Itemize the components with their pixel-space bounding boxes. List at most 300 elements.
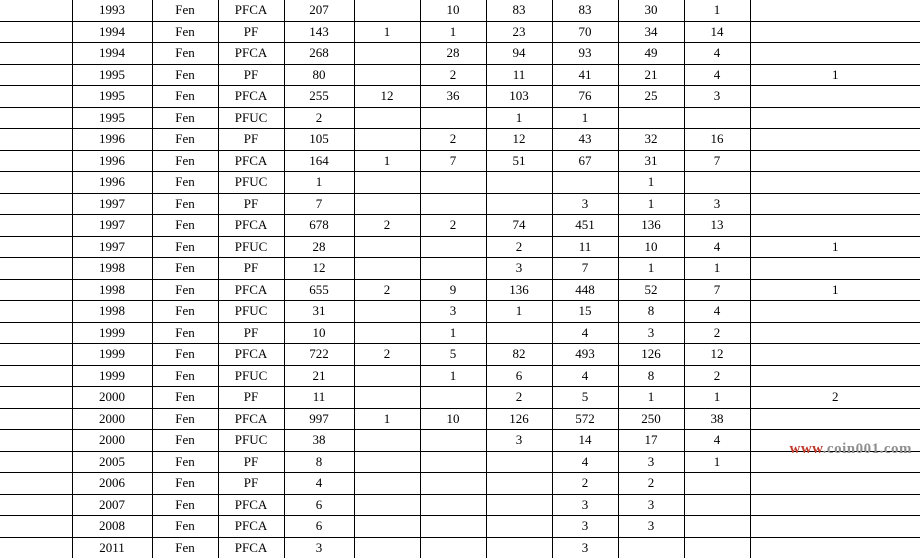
- cell-mint: Fen: [152, 236, 218, 258]
- cell-spacer_left: [0, 21, 72, 43]
- cell-total: 21: [284, 365, 354, 387]
- cell-g1: [354, 193, 420, 215]
- cell-g2: 7: [420, 150, 486, 172]
- cell-g2: [420, 193, 486, 215]
- cell-spacer_left: [0, 129, 72, 151]
- cell-spacer_left: [0, 279, 72, 301]
- cell-g5: 49: [618, 43, 684, 65]
- cell-g1: [354, 129, 420, 151]
- cell-g6: 2: [684, 365, 750, 387]
- cell-total: 105: [284, 129, 354, 151]
- cell-mint: Fen: [152, 279, 218, 301]
- cell-g4: [552, 172, 618, 194]
- cell-year: 2000: [72, 430, 152, 452]
- cell-year: 1997: [72, 215, 152, 237]
- cell-mint: Fen: [152, 473, 218, 495]
- cell-g3: 82: [486, 344, 552, 366]
- cell-g3: 94: [486, 43, 552, 65]
- table-row: [0, 301, 920, 323]
- cell-g2: 9: [420, 279, 486, 301]
- cell-total: 2: [284, 107, 354, 129]
- cell-year: 2000: [72, 387, 152, 409]
- cell-total: 678: [284, 215, 354, 237]
- cell-spacer_left: [0, 430, 72, 452]
- cell-g3: 136: [486, 279, 552, 301]
- cell-mint: Fen: [152, 129, 218, 151]
- cell-g2: 1: [420, 21, 486, 43]
- cell-g6: 12: [684, 344, 750, 366]
- cell-g5: 3: [618, 322, 684, 344]
- cell-g4: 11: [552, 236, 618, 258]
- cell-spacer_right: [750, 537, 920, 558]
- cell-g3: 83: [486, 0, 552, 21]
- cell-g4: 43: [552, 129, 618, 151]
- cell-spacer_right: [750, 172, 920, 194]
- cell-total: 207: [284, 0, 354, 21]
- cell-spacer_right: [750, 193, 920, 215]
- cell-g4: 76: [552, 86, 618, 108]
- cell-g5: 126: [618, 344, 684, 366]
- cell-total: 268: [284, 43, 354, 65]
- table-row: [0, 107, 920, 129]
- cell-spacer_right: [750, 150, 920, 172]
- cell-spacer_right: [750, 451, 920, 473]
- cell-g4: 572: [552, 408, 618, 430]
- cell-g6: 1: [684, 0, 750, 21]
- table-row: [0, 21, 920, 43]
- table-row: [0, 150, 920, 172]
- table-row: [0, 129, 920, 151]
- cell-g3: 1: [486, 107, 552, 129]
- table-row: [0, 43, 920, 65]
- cell-g1: [354, 387, 420, 409]
- cell-spacer_right: [750, 86, 920, 108]
- cell-g4: 15: [552, 301, 618, 323]
- cell-spacer_left: [0, 258, 72, 280]
- cell-g5: 1: [618, 387, 684, 409]
- cell-spacer_right: [750, 344, 920, 366]
- cell-g1: [354, 322, 420, 344]
- cell-year: 1998: [72, 258, 152, 280]
- watermark-suffix: .coin001.com: [822, 441, 912, 457]
- table-row: [0, 473, 920, 495]
- cell-total: 80: [284, 64, 354, 86]
- cell-year: 1994: [72, 43, 152, 65]
- cell-g2: [420, 516, 486, 538]
- cell-type: PFCA: [218, 516, 284, 538]
- cell-g1: 12: [354, 86, 420, 108]
- cell-spacer_right: [750, 430, 920, 452]
- cell-total: 10: [284, 322, 354, 344]
- cell-g4: 4: [552, 451, 618, 473]
- cell-g6: [684, 537, 750, 558]
- cell-total: 6: [284, 516, 354, 538]
- cell-g2: [420, 107, 486, 129]
- cell-total: 8: [284, 451, 354, 473]
- cell-spacer_left: [0, 215, 72, 237]
- cell-g5: 3: [618, 516, 684, 538]
- cell-g6: 2: [684, 322, 750, 344]
- cell-year: 2000: [72, 408, 152, 430]
- cell-spacer_right: [750, 322, 920, 344]
- cell-g1: [354, 451, 420, 473]
- cell-spacer_left: [0, 86, 72, 108]
- cell-g6: 16: [684, 129, 750, 151]
- cell-year: 1999: [72, 365, 152, 387]
- cell-spacer_left: [0, 64, 72, 86]
- cell-spacer_left: [0, 451, 72, 473]
- cell-mint: Fen: [152, 86, 218, 108]
- cell-g1: [354, 107, 420, 129]
- cell-mint: Fen: [152, 193, 218, 215]
- table-row: [0, 408, 920, 430]
- cell-spacer_right: [750, 494, 920, 516]
- cell-g3: [486, 473, 552, 495]
- cell-spacer_left: [0, 537, 72, 558]
- cell-g5: 31: [618, 150, 684, 172]
- cell-g3: 126: [486, 408, 552, 430]
- cell-total: 28: [284, 236, 354, 258]
- cell-g4: 83: [552, 0, 618, 21]
- cell-g6: 14: [684, 21, 750, 43]
- cell-spacer_left: [0, 322, 72, 344]
- cell-g1: [354, 258, 420, 280]
- cell-g6: [684, 172, 750, 194]
- cell-g2: [420, 473, 486, 495]
- table-row: [0, 258, 920, 280]
- cell-g5: [618, 537, 684, 558]
- cell-year: 1993: [72, 0, 152, 21]
- cell-g4: 3: [552, 193, 618, 215]
- cell-spacer_right: 1: [750, 64, 920, 86]
- cell-total: 143: [284, 21, 354, 43]
- cell-g3: 103: [486, 86, 552, 108]
- cell-type: PFUC: [218, 107, 284, 129]
- cell-mint: Fen: [152, 21, 218, 43]
- cell-g4: 2: [552, 473, 618, 495]
- cell-g5: 21: [618, 64, 684, 86]
- cell-total: 655: [284, 279, 354, 301]
- cell-spacer_right: [750, 301, 920, 323]
- cell-year: 1995: [72, 64, 152, 86]
- cell-year: 2005: [72, 451, 152, 473]
- cell-g1: [354, 301, 420, 323]
- cell-type: PF: [218, 193, 284, 215]
- cell-year: 1996: [72, 150, 152, 172]
- cell-g1: 2: [354, 215, 420, 237]
- cell-g2: 10: [420, 0, 486, 21]
- cell-g2: 28: [420, 43, 486, 65]
- cell-mint: Fen: [152, 0, 218, 21]
- cell-g6: 38: [684, 408, 750, 430]
- cell-type: PFUC: [218, 365, 284, 387]
- cell-type: PFCA: [218, 150, 284, 172]
- cell-g5: 2: [618, 473, 684, 495]
- cell-g3: [486, 193, 552, 215]
- cell-g1: 2: [354, 279, 420, 301]
- cell-total: 255: [284, 86, 354, 108]
- cell-g6: 4: [684, 43, 750, 65]
- cell-g4: 70: [552, 21, 618, 43]
- cell-g6: 4: [684, 301, 750, 323]
- cell-g4: 493: [552, 344, 618, 366]
- cell-spacer_right: 1: [750, 279, 920, 301]
- cell-g6: [684, 107, 750, 129]
- cell-year: 2008: [72, 516, 152, 538]
- cell-g1: [354, 494, 420, 516]
- cell-g3: 51: [486, 150, 552, 172]
- table-row: [0, 387, 920, 409]
- cell-g2: [420, 258, 486, 280]
- cell-spacer_left: [0, 150, 72, 172]
- cell-mint: Fen: [152, 451, 218, 473]
- cell-spacer_right: [750, 43, 920, 65]
- cell-g5: 10: [618, 236, 684, 258]
- cell-g3: 74: [486, 215, 552, 237]
- cell-g5: 250: [618, 408, 684, 430]
- cell-type: PFUC: [218, 430, 284, 452]
- cell-spacer_left: [0, 107, 72, 129]
- cell-g3: 2: [486, 236, 552, 258]
- cell-g3: [486, 537, 552, 558]
- cell-mint: Fen: [152, 537, 218, 558]
- cell-year: 1997: [72, 236, 152, 258]
- cell-type: PF: [218, 451, 284, 473]
- cell-g2: 2: [420, 215, 486, 237]
- cell-g4: 448: [552, 279, 618, 301]
- cell-year: 1994: [72, 21, 152, 43]
- cell-type: PF: [218, 387, 284, 409]
- cell-g1: [354, 430, 420, 452]
- cell-g5: 52: [618, 279, 684, 301]
- table-row: [0, 322, 920, 344]
- cell-g6: 7: [684, 279, 750, 301]
- cell-type: PF: [218, 322, 284, 344]
- cell-spacer_right: [750, 473, 920, 495]
- cell-type: PFCA: [218, 408, 284, 430]
- cell-type: PF: [218, 21, 284, 43]
- cell-g4: 93: [552, 43, 618, 65]
- cell-g4: 3: [552, 537, 618, 558]
- table-row: [0, 193, 920, 215]
- cell-spacer_right: [750, 21, 920, 43]
- cell-g3: [486, 494, 552, 516]
- cell-g4: 4: [552, 365, 618, 387]
- table-row: [0, 516, 920, 538]
- cell-total: 7: [284, 193, 354, 215]
- cell-g2: 1: [420, 365, 486, 387]
- cell-g2: [420, 494, 486, 516]
- cell-g6: 1: [684, 451, 750, 473]
- cell-spacer_left: [0, 387, 72, 409]
- table-row: [0, 279, 920, 301]
- table-row: [0, 215, 920, 237]
- cell-g3: 12: [486, 129, 552, 151]
- cell-g6: 1: [684, 258, 750, 280]
- cell-g2: [420, 387, 486, 409]
- cell-g3: 23: [486, 21, 552, 43]
- cell-g6: 4: [684, 236, 750, 258]
- cell-g5: 34: [618, 21, 684, 43]
- cell-g3: [486, 451, 552, 473]
- table-row: [0, 0, 920, 21]
- cell-g1: [354, 537, 420, 558]
- cell-g3: 11: [486, 64, 552, 86]
- cell-g5: 1: [618, 172, 684, 194]
- cell-g6: 3: [684, 193, 750, 215]
- cell-spacer_left: [0, 43, 72, 65]
- cell-g6: 7: [684, 150, 750, 172]
- cell-g2: 2: [420, 64, 486, 86]
- cell-type: PFUC: [218, 236, 284, 258]
- cell-g1: [354, 43, 420, 65]
- cell-g2: [420, 172, 486, 194]
- cell-g4: 3: [552, 516, 618, 538]
- cell-mint: Fen: [152, 387, 218, 409]
- cell-g5: 25: [618, 86, 684, 108]
- cell-total: 38: [284, 430, 354, 452]
- watermark-prefix: www: [789, 441, 823, 457]
- cell-g5: 3: [618, 451, 684, 473]
- cell-mint: Fen: [152, 322, 218, 344]
- cell-g6: [684, 473, 750, 495]
- cell-year: 1999: [72, 322, 152, 344]
- cell-g2: 5: [420, 344, 486, 366]
- cell-g1: 2: [354, 344, 420, 366]
- cell-g1: [354, 64, 420, 86]
- cell-type: PF: [218, 473, 284, 495]
- cell-g4: 41: [552, 64, 618, 86]
- cell-g1: 1: [354, 150, 420, 172]
- cell-spacer_right: [750, 0, 920, 21]
- cell-type: PFCA: [218, 0, 284, 21]
- table-row: [0, 236, 920, 258]
- cell-g2: 36: [420, 86, 486, 108]
- cell-year: 1995: [72, 86, 152, 108]
- table-row: [0, 494, 920, 516]
- cell-year: 1995: [72, 107, 152, 129]
- cell-year: 2006: [72, 473, 152, 495]
- cell-g2: 1: [420, 322, 486, 344]
- cell-g5: 136: [618, 215, 684, 237]
- cell-g5: 30: [618, 0, 684, 21]
- cell-total: 11: [284, 387, 354, 409]
- cell-mint: Fen: [152, 408, 218, 430]
- cell-g1: [354, 172, 420, 194]
- cell-mint: Fen: [152, 150, 218, 172]
- cell-g3: 3: [486, 430, 552, 452]
- cell-spacer_left: [0, 494, 72, 516]
- cell-spacer_right: [750, 258, 920, 280]
- cell-g6: [684, 494, 750, 516]
- cell-total: 722: [284, 344, 354, 366]
- cell-mint: Fen: [152, 430, 218, 452]
- table-row: [0, 64, 920, 86]
- cell-g3: 1: [486, 301, 552, 323]
- cell-year: 2011: [72, 537, 152, 558]
- table-row: [0, 86, 920, 108]
- cell-year: 1998: [72, 301, 152, 323]
- cell-g3: [486, 516, 552, 538]
- cell-g4: 3: [552, 494, 618, 516]
- cell-g5: 3: [618, 494, 684, 516]
- cell-g5: 32: [618, 129, 684, 151]
- table-row: [0, 451, 920, 473]
- cell-g1: 1: [354, 21, 420, 43]
- table-row: [0, 537, 920, 558]
- cell-g3: 2: [486, 387, 552, 409]
- cell-spacer_left: [0, 344, 72, 366]
- cell-year: 1999: [72, 344, 152, 366]
- cell-g5: 17: [618, 430, 684, 452]
- cell-mint: Fen: [152, 258, 218, 280]
- table-row: [0, 365, 920, 387]
- cell-g2: 3: [420, 301, 486, 323]
- cell-g2: [420, 236, 486, 258]
- cell-mint: Fen: [152, 107, 218, 129]
- cell-type: PFUC: [218, 301, 284, 323]
- cell-spacer_right: [750, 365, 920, 387]
- cell-type: PFCA: [218, 537, 284, 558]
- cell-type: PFCA: [218, 494, 284, 516]
- table-row: [0, 430, 920, 452]
- cell-g6: 3: [684, 86, 750, 108]
- cell-type: PFCA: [218, 279, 284, 301]
- cell-mint: Fen: [152, 172, 218, 194]
- cell-spacer_left: [0, 301, 72, 323]
- cell-g6: 1: [684, 387, 750, 409]
- cell-g5: 8: [618, 301, 684, 323]
- cell-spacer_left: [0, 193, 72, 215]
- cell-type: PFCA: [218, 344, 284, 366]
- cell-total: 4: [284, 473, 354, 495]
- cell-spacer_left: [0, 473, 72, 495]
- cell-mint: Fen: [152, 215, 218, 237]
- cell-total: 997: [284, 408, 354, 430]
- cell-type: PFUC: [218, 172, 284, 194]
- cell-g4: 67: [552, 150, 618, 172]
- cell-mint: Fen: [152, 494, 218, 516]
- cell-type: PF: [218, 64, 284, 86]
- cell-year: 1998: [72, 279, 152, 301]
- cell-g1: [354, 236, 420, 258]
- cell-g5: 1: [618, 193, 684, 215]
- cell-g3: [486, 322, 552, 344]
- cell-g1: [354, 365, 420, 387]
- cell-total: 3: [284, 537, 354, 558]
- cell-spacer_right: [750, 516, 920, 538]
- cell-g4: 4: [552, 322, 618, 344]
- cell-spacer_right: 2: [750, 387, 920, 409]
- cell-mint: Fen: [152, 43, 218, 65]
- cell-spacer_right: [750, 107, 920, 129]
- cell-g2: [420, 451, 486, 473]
- cell-g4: 5: [552, 387, 618, 409]
- cell-year: 1997: [72, 193, 152, 215]
- cell-g3: 3: [486, 258, 552, 280]
- cell-g4: 1: [552, 107, 618, 129]
- cell-g6: 13: [684, 215, 750, 237]
- cell-g2: 2: [420, 129, 486, 151]
- cell-type: PFCA: [218, 215, 284, 237]
- cell-spacer_left: [0, 172, 72, 194]
- cell-spacer_right: 1: [750, 236, 920, 258]
- cell-g3: [486, 172, 552, 194]
- cell-total: 31: [284, 301, 354, 323]
- cell-spacer_right: [750, 129, 920, 151]
- cell-g5: 1: [618, 258, 684, 280]
- cell-g5: [618, 107, 684, 129]
